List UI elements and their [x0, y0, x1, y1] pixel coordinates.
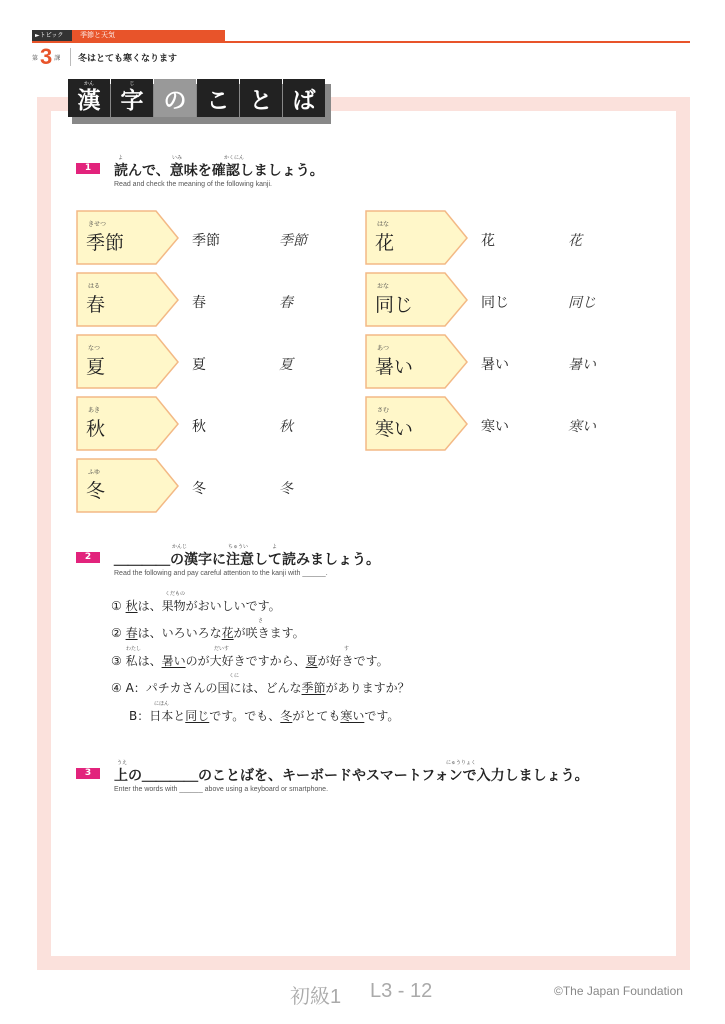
title-tile: と — [240, 79, 282, 117]
title-tile: ば — [283, 79, 325, 117]
kanji-furigana: あつ — [377, 345, 390, 352]
kanji-handwritten: 暑い — [568, 357, 596, 373]
kanji-furigana: はる — [88, 283, 101, 290]
kanji-typed: 花 — [481, 233, 495, 249]
kanji-tag — [76, 458, 180, 513]
kanji-handwritten: 秋 — [279, 419, 293, 435]
title-tile: こ — [197, 79, 239, 117]
kanji-tag — [365, 210, 469, 265]
kanji-tag — [365, 396, 469, 451]
ruby: す — [344, 646, 350, 652]
kanji-furigana: おな — [377, 283, 390, 290]
ruby: うえ — [117, 760, 128, 766]
kanji-furigana: なつ — [88, 345, 101, 352]
topic-name: 季節と天気 — [72, 30, 225, 41]
ruby: にほん — [154, 701, 170, 707]
kanji-word: 暑い — [375, 356, 414, 378]
sentence-5: B：日本と同じです。でも、冬がとても寒いです。 — [129, 709, 400, 723]
ruby: よ — [272, 544, 278, 550]
kanji-furigana: さむ — [377, 407, 390, 414]
ruby: わたし — [126, 646, 142, 652]
sentence-4: ④ A：パチカさんの国には、どんな季節がありますか？ — [111, 681, 410, 695]
topic-label: ►トピック — [32, 30, 72, 41]
ruby: くに — [229, 673, 240, 679]
title-tile: かん 漢 — [68, 79, 110, 117]
ruby: かんじ — [172, 544, 188, 550]
sentence-1: ① 秋は、果物がおいしいです。 — [111, 599, 281, 613]
footer-page: L3 - 12 — [370, 980, 433, 1002]
section-2-number: 2 — [76, 552, 100, 563]
lesson-number — [32, 46, 60, 68]
kanji-handwritten: 冬 — [279, 481, 293, 497]
title-tile: じ 字 — [111, 79, 153, 117]
section-2-title: ＿＿＿＿の漢字に注意して読みましょう。 — [114, 552, 380, 568]
kanji-typed: 同じ — [481, 295, 509, 311]
kanji-word: 秋 — [86, 418, 106, 440]
ruby: さ — [258, 618, 264, 624]
lesson-suffix: 課 — [54, 54, 61, 62]
lesson-title: 冬はとても寒くなります — [78, 54, 178, 64]
kanji-handwritten: 寒い — [568, 419, 596, 435]
kanji-typed: 暑い — [481, 357, 509, 373]
ruby: いみ — [172, 155, 183, 161]
lesson-num: 3 — [40, 44, 53, 69]
kanji-word: 春 — [86, 294, 106, 316]
section-1-title: 読んで、意味を確認しましょう。 — [114, 163, 324, 179]
ruby: かくにん — [224, 155, 245, 161]
kanji-word: 同じ — [375, 294, 414, 316]
section-3-number: 3 — [76, 768, 100, 779]
kanji-tag — [76, 334, 180, 389]
kanji-tag — [365, 334, 469, 389]
ruby: ちゅうい — [228, 544, 249, 550]
section-3-english: Enter the words with ______ above using a keyboard or smartphone. — [114, 786, 329, 793]
lesson-prefix: 第 — [32, 54, 39, 62]
kanji-typed: 秋 — [192, 419, 206, 435]
kanji-furigana: はな — [377, 221, 390, 228]
kanji-handwritten: 季節 — [279, 233, 307, 249]
kanji-word: 花 — [375, 232, 395, 254]
section-1-english: Read and check the meaning of the following kanji. — [114, 181, 272, 188]
kanji-furigana: あき — [88, 407, 101, 414]
kanji-typed: 季節 — [192, 233, 220, 249]
kanji-typed: 冬 — [192, 481, 206, 497]
kanji-furigana: きせつ — [88, 221, 107, 228]
kanji-typed: 夏 — [192, 357, 206, 373]
header-rule — [32, 41, 690, 43]
kanji-tag — [76, 272, 180, 327]
ruby: だいす — [214, 646, 230, 652]
footer-level: 初級1 — [290, 986, 342, 1008]
footer-copyright: ©The Japan Foundation — [554, 984, 683, 998]
kanji-tag — [76, 210, 180, 265]
title-tile: の — [154, 79, 196, 117]
kanji-tag — [365, 272, 469, 327]
kanji-typed: 春 — [192, 295, 206, 311]
kanji-word: 寒い — [375, 418, 414, 440]
header-separator — [70, 48, 71, 66]
section-1-number: 1 — [76, 163, 100, 174]
ruby: くだもの — [165, 591, 186, 597]
kanji-word: 季節 — [86, 232, 125, 254]
ruby: よ — [118, 155, 124, 161]
kanji-typed: 寒い — [481, 419, 509, 435]
kanji-handwritten: 同じ — [568, 295, 596, 311]
kanji-handwritten: 夏 — [279, 357, 293, 373]
kanji-word: 冬 — [86, 480, 106, 502]
page-title — [68, 79, 326, 123]
sentence-2: ② 春は、いろいろな花が咲きます。 — [111, 626, 305, 640]
kanji-handwritten: 花 — [568, 233, 582, 249]
sentence-3: ③ 私は、暑いのが大好きですから、夏が好きです。 — [111, 654, 389, 668]
kanji-tag — [76, 396, 180, 451]
section-2-english: Read the following and pay careful attention to the kanji with ______. — [114, 570, 328, 577]
ruby: にゅうりょく — [446, 760, 476, 766]
kanji-word: 夏 — [86, 356, 106, 378]
section-3-title: 上の＿＿＿＿のことばを、キーボードやスマートフォンで入力しましょう。 — [114, 768, 589, 784]
kanji-furigana: ふゆ — [88, 469, 101, 476]
kanji-handwritten: 春 — [279, 295, 293, 311]
